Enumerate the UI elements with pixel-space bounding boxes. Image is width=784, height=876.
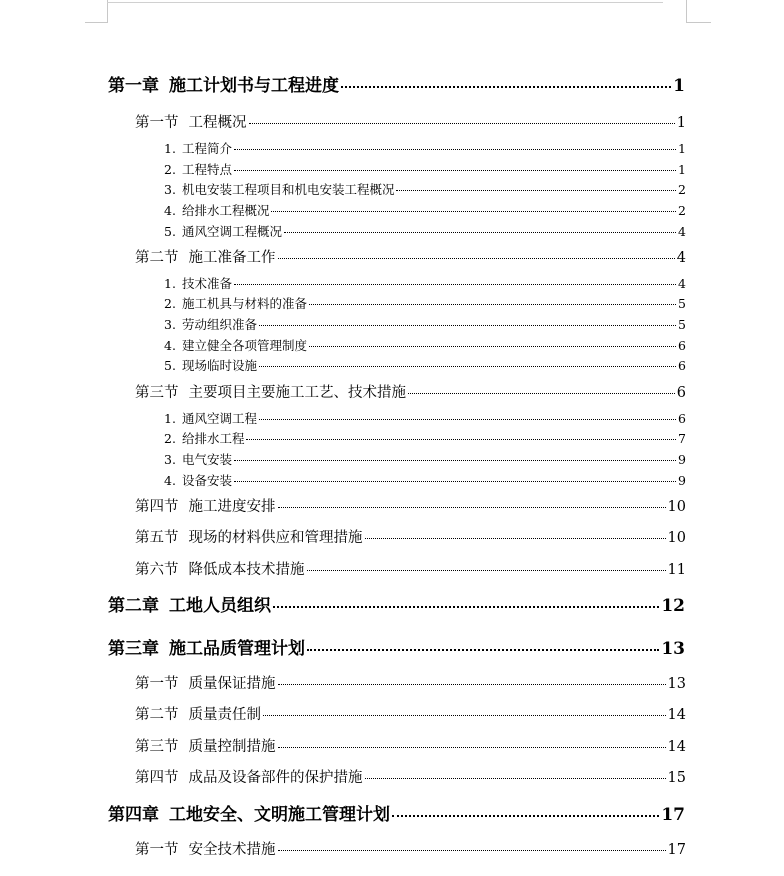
toc-item-entry[interactable] [164, 340, 686, 353]
toc-item-entry[interactable] [164, 184, 686, 197]
toc-dot-leader [249, 123, 675, 124]
toc-entry-title: 工程特点 [181, 162, 232, 177]
toc-entry-number: 第一节 [135, 676, 179, 692]
toc-entry-number: 第三节 [135, 739, 179, 755]
toc-entry-title: 机电安装工程项目和机电安装工程概况 [181, 182, 395, 197]
toc-entry-number: 第四章 [108, 805, 159, 825]
toc-entry-title: 通风空调工程概况 [181, 224, 282, 239]
toc-dot-leader [271, 211, 676, 212]
toc-page-number: 14 [667, 739, 686, 755]
toc-entry-number: 第四节 [135, 770, 179, 786]
toc-entry-number: 第二章 [108, 596, 159, 616]
toc-dot-leader [307, 649, 659, 651]
toc-entry-title: 成品及设备部件的保护措施 [188, 770, 363, 786]
toc-item-entry[interactable] [164, 319, 686, 332]
toc-page-number: 6 [678, 338, 686, 353]
toc-chapter-entry[interactable] [108, 807, 685, 824]
toc-dot-leader [259, 419, 676, 420]
toc-dot-leader [284, 232, 676, 233]
toc-section-entry[interactable] [135, 116, 686, 131]
toc-page-number: 10 [667, 499, 686, 515]
toc-entry-title: 安全技术措施 [188, 842, 276, 858]
toc-section-entry[interactable] [135, 740, 686, 755]
toc-entry-title: 劳动组织准备 [181, 317, 257, 332]
toc-page-number: 1 [676, 115, 686, 131]
toc-dot-leader [341, 86, 671, 88]
toc-entry-number: 第二节 [135, 707, 179, 723]
toc-page-number: 1 [673, 76, 685, 96]
toc-dot-leader [234, 284, 676, 285]
toc-entry-number: 第一节 [135, 842, 179, 858]
toc-entry-title: 质量责任制 [188, 707, 261, 723]
toc-entry-number: 第一章 [108, 76, 159, 96]
toc-section-entry[interactable] [135, 531, 686, 546]
toc-entry-title: 施工机具与材料的准备 [181, 296, 307, 311]
toc-item-entry[interactable] [164, 226, 686, 239]
toc-item-entry[interactable] [164, 360, 686, 373]
toc-dot-leader [392, 815, 659, 817]
toc-page-number: 14 [667, 707, 686, 723]
toc-dot-leader [234, 481, 676, 482]
toc-page-number: 2 [678, 203, 686, 218]
toc-entry-title: 降低成本技术措施 [188, 562, 305, 578]
toc-page-number: 6 [678, 358, 686, 373]
toc-entry-number: 1. [164, 141, 176, 156]
toc-page-number: 9 [678, 473, 686, 488]
toc-dot-leader [259, 325, 676, 326]
toc-item-entry[interactable] [164, 205, 686, 218]
toc-entry-number: 2. [164, 162, 176, 177]
toc-entry-title: 施工品质管理计划 [169, 639, 305, 659]
toc-dot-leader [278, 507, 666, 508]
toc-entry-number: 3. [164, 317, 176, 332]
toc-section-entry[interactable] [135, 251, 686, 266]
toc-entry-title: 现场的材料供应和管理措施 [188, 530, 363, 546]
toc-entry-number: 第一节 [135, 115, 179, 131]
toc-entry-number: 2. [164, 296, 176, 311]
toc-entry-number: 3. [164, 452, 176, 467]
toc-entry-number: 4. [164, 338, 176, 353]
toc-entry-title: 质量控制措施 [188, 739, 276, 755]
toc-entry-title: 主要项目主要施工工艺、技术措施 [188, 385, 406, 401]
toc-entry-number: 第四节 [135, 499, 179, 515]
toc-dot-leader [246, 439, 676, 440]
toc-dot-leader [365, 778, 666, 779]
toc-item-entry[interactable] [164, 454, 686, 467]
toc-entry-number: 3. [164, 182, 176, 197]
toc-page-number: 7 [678, 431, 686, 446]
toc-page-number: 17 [661, 805, 685, 825]
toc-entry-title: 设备安装 [181, 473, 232, 488]
toc-dot-leader [259, 366, 676, 367]
toc-entry-number: 1. [164, 411, 176, 426]
toc-entry-title: 通风空调工程 [181, 411, 257, 426]
toc-page-number: 13 [661, 639, 685, 659]
toc-dot-leader [408, 393, 675, 394]
toc-page-number: 1 [678, 162, 686, 177]
toc-entry-number: 2. [164, 431, 176, 446]
toc-dot-leader [234, 149, 676, 150]
toc-item-entry[interactable] [164, 433, 686, 446]
toc-page-number: 12 [661, 596, 685, 616]
toc-page-number: 15 [667, 770, 686, 786]
toc-dot-leader [278, 747, 666, 748]
toc-dot-leader [307, 570, 666, 571]
toc-chapter-entry[interactable] [108, 78, 685, 95]
toc-entry-title: 工程概况 [188, 115, 247, 131]
toc-entry-title: 给排水工程 [181, 431, 245, 446]
toc-page-number: 6 [678, 411, 686, 426]
toc-item-entry[interactable] [164, 475, 686, 488]
toc-entry-number: 5. [164, 358, 176, 373]
toc-entry-number: 第三节 [135, 385, 179, 401]
toc-section-entry[interactable] [135, 500, 686, 515]
toc-entry-title: 电气安装 [181, 452, 232, 467]
toc-page-number: 4 [678, 224, 686, 239]
toc-section-entry[interactable] [135, 386, 686, 401]
toc-page-number: 2 [678, 182, 686, 197]
toc-page-number: 5 [678, 317, 686, 332]
toc-entry-title: 工地人员组织 [169, 596, 271, 616]
toc-item-entry[interactable] [164, 278, 686, 291]
toc-item-entry[interactable] [164, 164, 686, 177]
toc-section-entry[interactable] [135, 708, 686, 723]
toc-dot-leader [309, 304, 676, 305]
toc-entry-title: 现场临时设施 [181, 358, 257, 373]
toc-item-entry[interactable] [164, 143, 686, 156]
toc-chapter-entry[interactable] [108, 641, 685, 658]
toc-dot-leader [234, 460, 676, 461]
toc-section-entry[interactable] [135, 771, 686, 786]
toc-page-number: 13 [667, 676, 686, 692]
toc-dot-leader [396, 190, 676, 191]
toc-page-number: 5 [678, 296, 686, 311]
toc-page-number: 9 [678, 452, 686, 467]
toc-entry-number: 4. [164, 473, 176, 488]
toc-item-entry[interactable] [164, 298, 686, 311]
toc-page-number: 17 [667, 842, 686, 858]
toc-entry-title: 施工进度安排 [188, 499, 276, 515]
toc-entry-title: 质量保证措施 [188, 676, 276, 692]
toc-page-number: 4 [676, 250, 686, 266]
toc-page-number: 6 [676, 385, 686, 401]
toc-dot-leader [365, 538, 666, 539]
toc-entry-title: 给排水工程概况 [181, 203, 270, 218]
toc-dot-leader [278, 850, 666, 851]
toc-dot-leader [278, 258, 675, 259]
toc-entry-number: 第六节 [135, 562, 179, 578]
toc-section-entry[interactable] [135, 677, 686, 692]
toc-page-number: 10 [667, 530, 686, 546]
toc-entry-number: 第五节 [135, 530, 179, 546]
toc-chapter-entry[interactable] [108, 598, 685, 615]
toc-entry-number: 4. [164, 203, 176, 218]
toc-dot-leader [309, 346, 676, 347]
toc-dot-leader [234, 170, 676, 171]
toc-item-entry[interactable] [164, 413, 686, 426]
toc-entry-number: 5. [164, 224, 176, 239]
toc-entry-title: 技术准备 [181, 276, 232, 291]
toc-page-number: 4 [678, 276, 686, 291]
toc-dot-leader [273, 606, 659, 608]
toc-entry-title: 建立健全各项管理制度 [181, 338, 307, 353]
toc-entry-title: 工地安全、文明施工管理计划 [169, 805, 390, 825]
toc-section-entry[interactable] [135, 843, 686, 858]
toc-dot-leader [278, 684, 666, 685]
toc-entry-title: 工程简介 [181, 141, 232, 156]
toc-entry-number: 第二节 [135, 250, 179, 266]
toc-entry-title: 施工准备工作 [188, 250, 276, 266]
toc-entry-number: 1. [164, 276, 176, 291]
toc-entry-title: 施工计划书与工程进度 [169, 76, 339, 96]
toc-entry-number: 第三章 [108, 639, 159, 659]
toc-dot-leader [263, 715, 666, 716]
toc-page-number: 11 [667, 562, 686, 578]
toc-section-entry[interactable] [135, 563, 686, 578]
toc-page-number: 1 [678, 141, 686, 156]
